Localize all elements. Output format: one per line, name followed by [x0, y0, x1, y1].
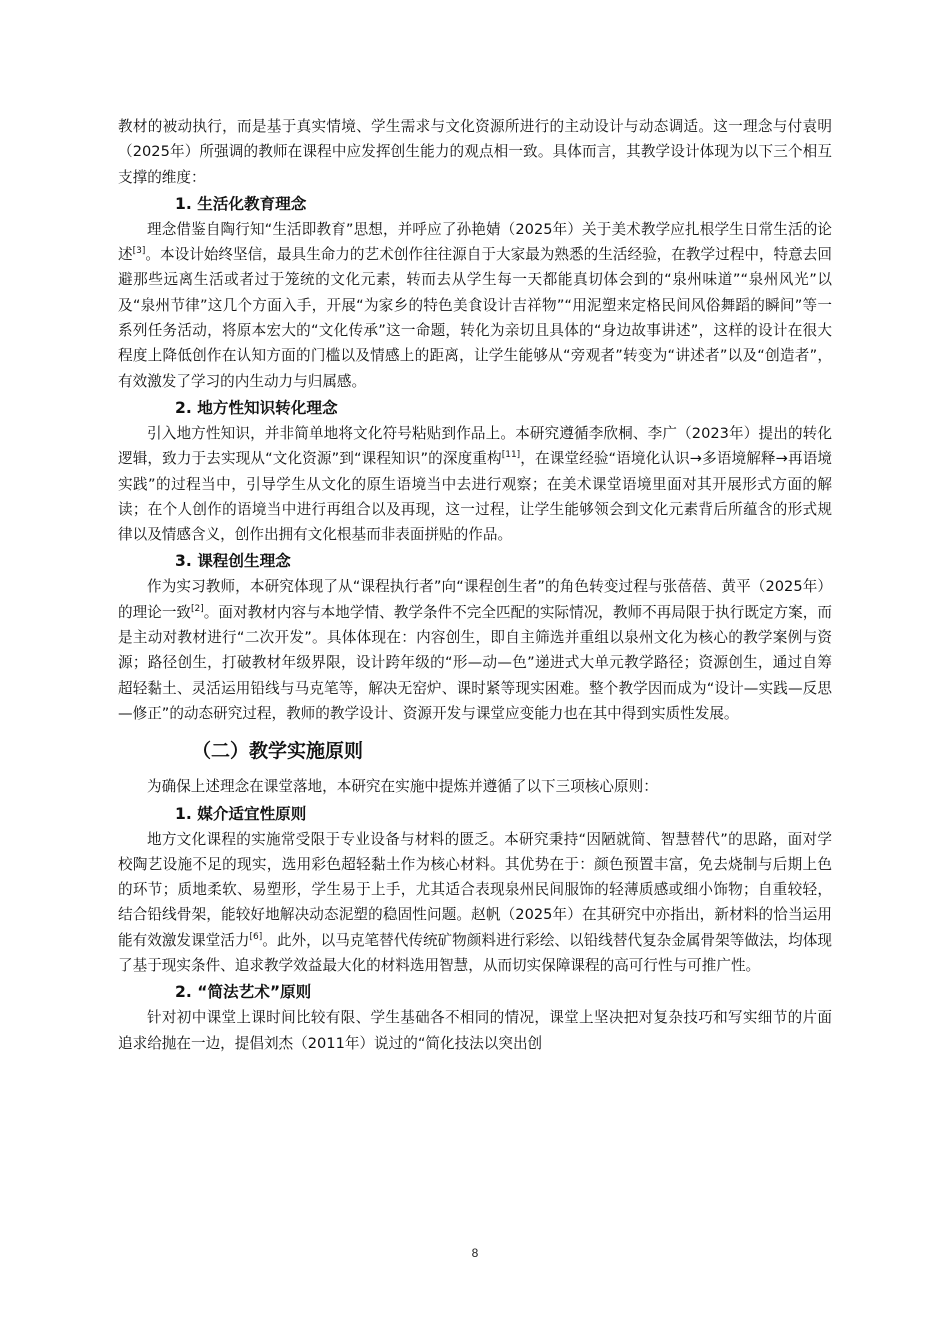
paragraph-text: 作为实习教师，本研究体现了从“课程执行者”向“课程创生者”的角色转变过程与张蓓蓓、黄平（2025年）的理论一致	[118, 578, 832, 621]
page-number: 8	[471, 1246, 479, 1260]
paragraph-principles-intro: 为确保上述理念在课堂落地，本研究在实施中提炼并遵循了以下三项核心原则：	[147, 778, 658, 796]
paragraph-text: 地方文化课程的实施常受限于专业设备与材料的匮乏。本研究秉持“因陋就简、智慧替代”的思路，面对学校陶艺设施不足的现实，选用彩色超轻黏土作为核心材料。其优势在于：颜色预置丰富，免去烧制与后期上色的环节；质地柔软、易塑形，学生易于上手，尤其适合表现泉州民间服饰的轻薄质感或细小饰物；自重较轻，结合铅线骨架，能较好地解决动态泥塑的稳固性问题。赵帆（2025年）在其研究中亦指出，新材料的恰当运用能有效激发课堂活力	[118, 830, 832, 949]
citation-ref: [2]	[191, 603, 204, 614]
paragraph-life-education	[118, 217, 832, 394]
paragraph-text: 理念借鉴自陶行知“生活即教育”思想，并呼应了孙艳婧（2025年）关于美术教学应扎根学生日常生活的论述	[118, 220, 832, 264]
subheading-life-education: 1. 生活化教育理念	[175, 194, 307, 213]
paragraph-text: 。本设计始终坚信，最具生命力的艺术创作往往源自于大家最为熟悉的生活经验，在教学过程中，特意去回避那些远离生活或者过于笼统的文化元素，转而去从学生每一天都能真切体会到的“泉州味道”“泉州风光”以及“泉州节律”这几个方面入手，开展“为家乡的特色美食设计吉祥物”“用泥塑来定格民间风俗舞蹈的瞬间”等一系列任务活动，将原本宏大的“文化传承”这一命题，转化为亲切且具体的“身边故事讲述”，这样的设计在很大程度上降低创作在认知方面的门槛以及情感上的距离，让学生能够从“旁观者”转变为“讲述者”以及“创造者”，有效激发了学习的内生动力与归属感。	[118, 246, 832, 390]
paragraph-text: ，在课堂经验“语境化认识→多语境解释→再语境实践”的过程当中，引导学生从文化的原生语境当中去进行观察；在美术课堂语境里面对其开展形式方面的解读；在个人创作的语境当中进行再组合以及再现，这一过程，让学生能够领会到文化元素背后所蕴含的形式规律以及情感含义，创作出拥有文化根基而非表面拼贴的作品。	[118, 450, 832, 544]
citation-ref: [3]	[132, 246, 146, 257]
citation-ref: [11]	[501, 450, 521, 461]
paragraph-continuation: 教材的被动执行，而是基于真实情境、学生需求与文化资源所进行的主动设计与动态调适。这一理念与付袁明（2025年）所强调的教师在课程中应发挥创生能力的观点相一致。具体而言，其教学设计体现为以下三个相互支撑的维度：	[118, 118, 832, 186]
paragraph-local-knowledge	[118, 421, 832, 547]
subheading-local-knowledge: 2. 地方性知识转化理念	[175, 398, 338, 417]
paragraph-text: 。此外，以马克笔替代传统矿物颜料进行彩绘、以铅线替代复杂金属骨架等做法，均体现了基于现实条件、追求教学效益最大化的材料选用智慧，从而切实保障课程的高可行性与可推广性。	[118, 931, 832, 975]
page-content	[118, 114, 832, 1056]
paragraph-text: 。面对教材内容与本地学情、教学条件不完全匹配的实际情况，教师不再局限于执行既定方案，而是主动对教材进行“二次开发”。具体体现在：内容创生，即自主筛选并重组以泉州文化为核心的教学案例与资源；路径创生，打破教材年级界限，设计跨年级的“形—动—色”递进式大单元教学路径；资源创生，通过自筹超轻黏土、灵活运用铅线与马克笔等，解决无窑炉、课时紧等现实困难。整个教学因而成为“设计—实践—反思—修正”的动态研究过程，教师的教学设计、资源开发与课堂应变能力也在其中得到实质性发展。	[118, 603, 832, 722]
subheading-media-suitability: 1. 媒介适宜性原则	[175, 804, 307, 823]
citation-ref: [6]	[249, 931, 263, 942]
paragraph-curriculum-creation	[118, 574, 832, 726]
subheading-curriculum-creation: 3. 课程创生理念	[175, 552, 291, 571]
paragraph-text: 引入地方性知识，并非简单地将文化符号粘贴到作品上。本研究遵循李欣桐、李广（2023年）提出的转化逻辑，致力于去实现从“文化资源”到“课程知识”的深度重构	[118, 424, 832, 468]
paragraph-media-suitability	[118, 827, 832, 979]
section-heading-teaching-principles: （二）教学实施原则	[192, 740, 364, 763]
subheading-simple-art: 2. “简法艺术”原则	[175, 983, 312, 1002]
paragraph-simple-art: 针对初中课堂上课时间比较有限、学生基础各不相同的情况，课堂上坚决把对复杂技巧和写实细节的片面追求给抛在一边，提倡刘杰（2011年）说过的“简化技法以突出创	[118, 1009, 832, 1052]
